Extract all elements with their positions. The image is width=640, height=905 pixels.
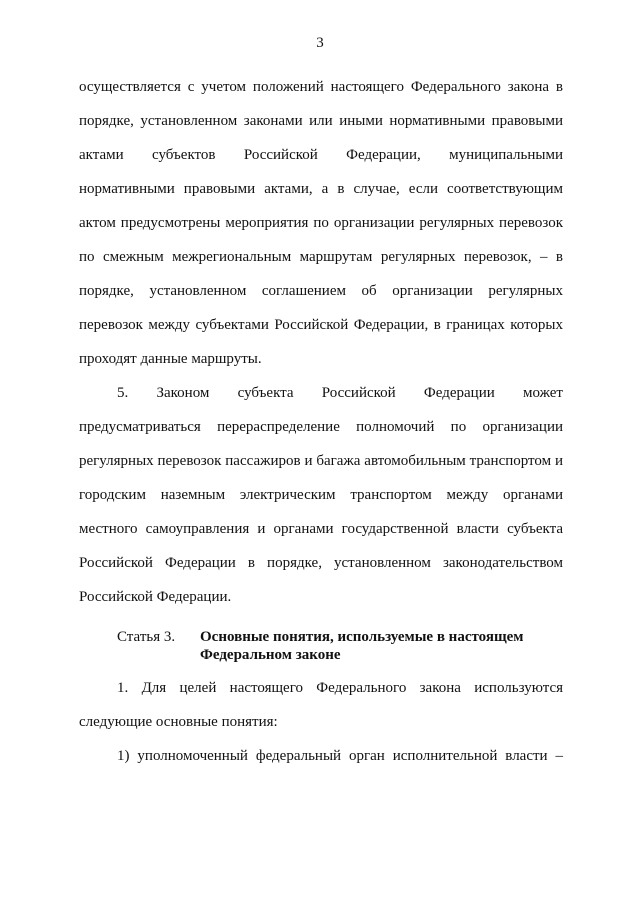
text-line: городским наземным электрическим транспортом между органами bbox=[79, 487, 563, 503]
text-line: следующие основные понятия: bbox=[79, 714, 278, 730]
article-title bbox=[200, 628, 540, 664]
text-line: актами субъектов Российской Федерации, муниципальными bbox=[79, 147, 563, 163]
text-line: по смежным межрегиональным маршрутам регулярных перевозок, – в bbox=[79, 249, 563, 265]
article-title-line: Основные понятия, используемые в настоящем bbox=[200, 629, 524, 645]
text-line: нормативными правовыми актами, а в случае, если соответствующим bbox=[79, 181, 563, 197]
text-line: осуществляется с учетом положений настоящего Федерального закона в bbox=[79, 79, 563, 95]
article-title-line: Федеральном законе bbox=[200, 647, 341, 663]
text-line: 1. Для целей настоящего Федерального закона используются bbox=[117, 680, 563, 696]
text-line: актом предусмотрены мероприятия по организации регулярных перевозок bbox=[79, 215, 563, 231]
text-line: порядке, установленном законами или иными нормативными правовыми bbox=[79, 113, 563, 129]
page-number: 3 bbox=[316, 35, 324, 51]
text-line: предусматриваться перераспределение полномочий по организации bbox=[79, 419, 563, 435]
article-number: Статья 3. bbox=[117, 629, 176, 645]
text-line: 5. Законом субъекта Российской Федерации может bbox=[117, 385, 563, 401]
text-line: Российской Федерации. bbox=[79, 589, 232, 605]
text-line: перевозок между субъектами Российской Федерации, в границах которых bbox=[79, 317, 563, 333]
text-line: Российской Федерации в порядке, установленном законодательством bbox=[79, 555, 563, 571]
text-line: местного самоуправления и органами государственной власти субъекта bbox=[79, 521, 563, 537]
text-line: 1) уполномоченный федеральный орган исполнительной власти – bbox=[117, 748, 563, 764]
text-line: проходят данные маршруты. bbox=[79, 351, 262, 367]
text-line: порядке, установленном соглашением об организации регулярных bbox=[79, 283, 563, 299]
text-line: регулярных перевозок пассажиров и багажа автомобильным транспортом и bbox=[79, 453, 563, 469]
